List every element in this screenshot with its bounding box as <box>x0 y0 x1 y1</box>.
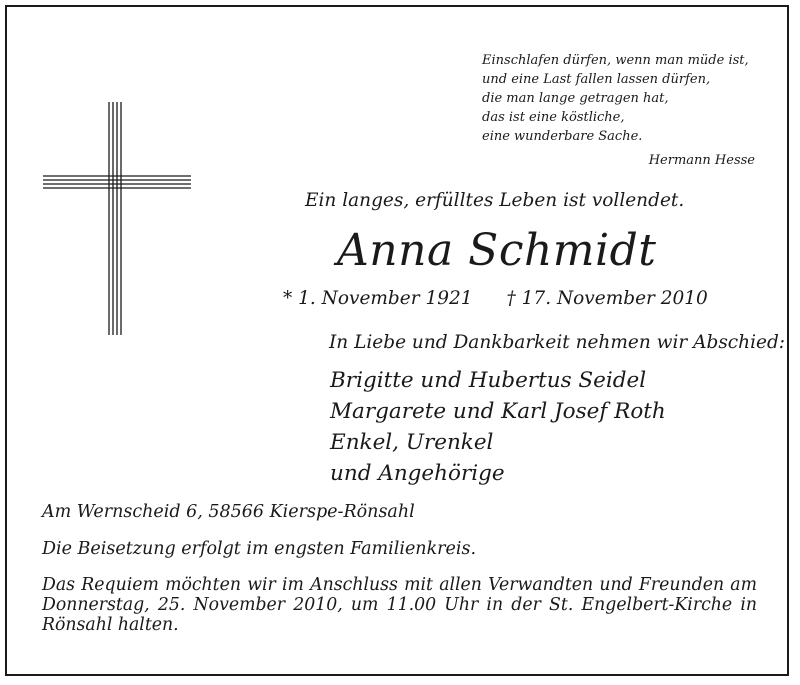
mourner: Enkel, Urenkel <box>330 430 494 455</box>
poem-line: das ist eine köstliche, <box>482 110 625 125</box>
mourners-list <box>330 365 666 489</box>
farewell-line: In Liebe und Dankbarkeit nehmen wir Abschied: <box>329 332 786 353</box>
poem-line: die man lange getragen hat, <box>482 91 669 106</box>
death-date: † 17. November 2010 <box>506 288 708 309</box>
deceased-name: Anna Schmidt <box>337 225 657 276</box>
birth-date: * 1. November 1921 <box>283 288 473 309</box>
obituary-frame <box>5 5 789 676</box>
tagline: Ein langes, erfülltes Leben ist vollendet. <box>305 190 685 211</box>
poem-line: und eine Last fallen lassen dürfen, <box>482 72 711 87</box>
burial-note: Die Beisetzung erfolgt im engsten Familienkreis. <box>42 539 477 559</box>
requiem-note: Das Requiem möchten wir im Anschluss mit allen Verwandten und Freunden am Donnerstag, 25. November 2010, um 11.00 Uhr in der St. Engelbert-Kirche in Rönsahl halten. <box>42 575 757 635</box>
poem-author: Hermann Hesse <box>648 153 755 168</box>
life-dates <box>283 288 708 309</box>
mourner: Margarete und Karl Josef Roth <box>330 399 666 424</box>
cross-icon <box>43 102 193 337</box>
mourner: und Angehörige <box>330 461 505 486</box>
poem-line: Einschlafen dürfen, wenn man müde ist, <box>482 53 749 68</box>
address: Am Wernscheid 6, 58566 Kierspe-Rönsahl <box>42 502 415 522</box>
poem <box>482 51 749 146</box>
poem-line: eine wunderbare Sache. <box>482 129 643 144</box>
mourner: Brigitte und Hubertus Seidel <box>330 368 647 393</box>
